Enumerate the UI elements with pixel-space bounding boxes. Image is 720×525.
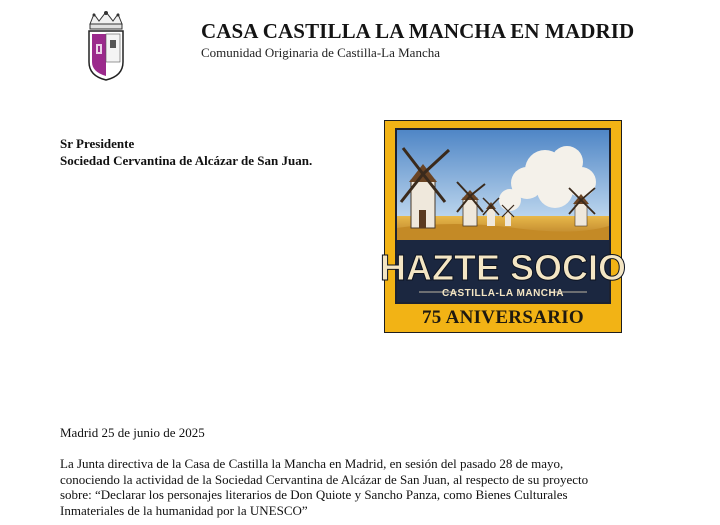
letter-line: Inmateriales de la humanidad por la UNESCO”: [60, 502, 308, 518]
recipient-title: Sr Presidente: [60, 136, 135, 151]
poster-headline: HAZTE SOCIO: [379, 247, 627, 288]
coat-of-arms-icon: [84, 10, 128, 82]
recipient-block: [60, 135, 312, 169]
windmill-illustration: [379, 128, 627, 304]
letter-date: Madrid 25 de junio de 2025: [60, 425, 205, 440]
letter-line: conociendo la actividad de la Sociedad Cervantina de Alcázar de San Juan, al respecto de su proyecto: [60, 471, 589, 487]
poster-region: CASTILLA-LA MANCHA: [442, 288, 564, 299]
recipient-organization: Sociedad Cervantina de Alcázar de San Juan.: [60, 153, 313, 168]
anniversary-label: 75 ANIVERSARIO: [421, 307, 585, 328]
membership-poster: [379, 120, 627, 333]
organization-subtitle: Comunidad Originaria de Castilla-La Mancha: [201, 45, 440, 60]
letter-line: sobre: “Declarar los personajes literarios de Don Quiote y Sancho Panza, como Bienes Culturales: [60, 487, 568, 502]
letter-line: La Junta directiva de la Casa de Castilla la Mancha en Madrid, en sesión del pasado 28 de mayo,: [60, 456, 564, 471]
letter-body: [60, 456, 677, 518]
organization-title: CASA CASTILLA LA MANCHA EN MADRID: [201, 19, 635, 43]
